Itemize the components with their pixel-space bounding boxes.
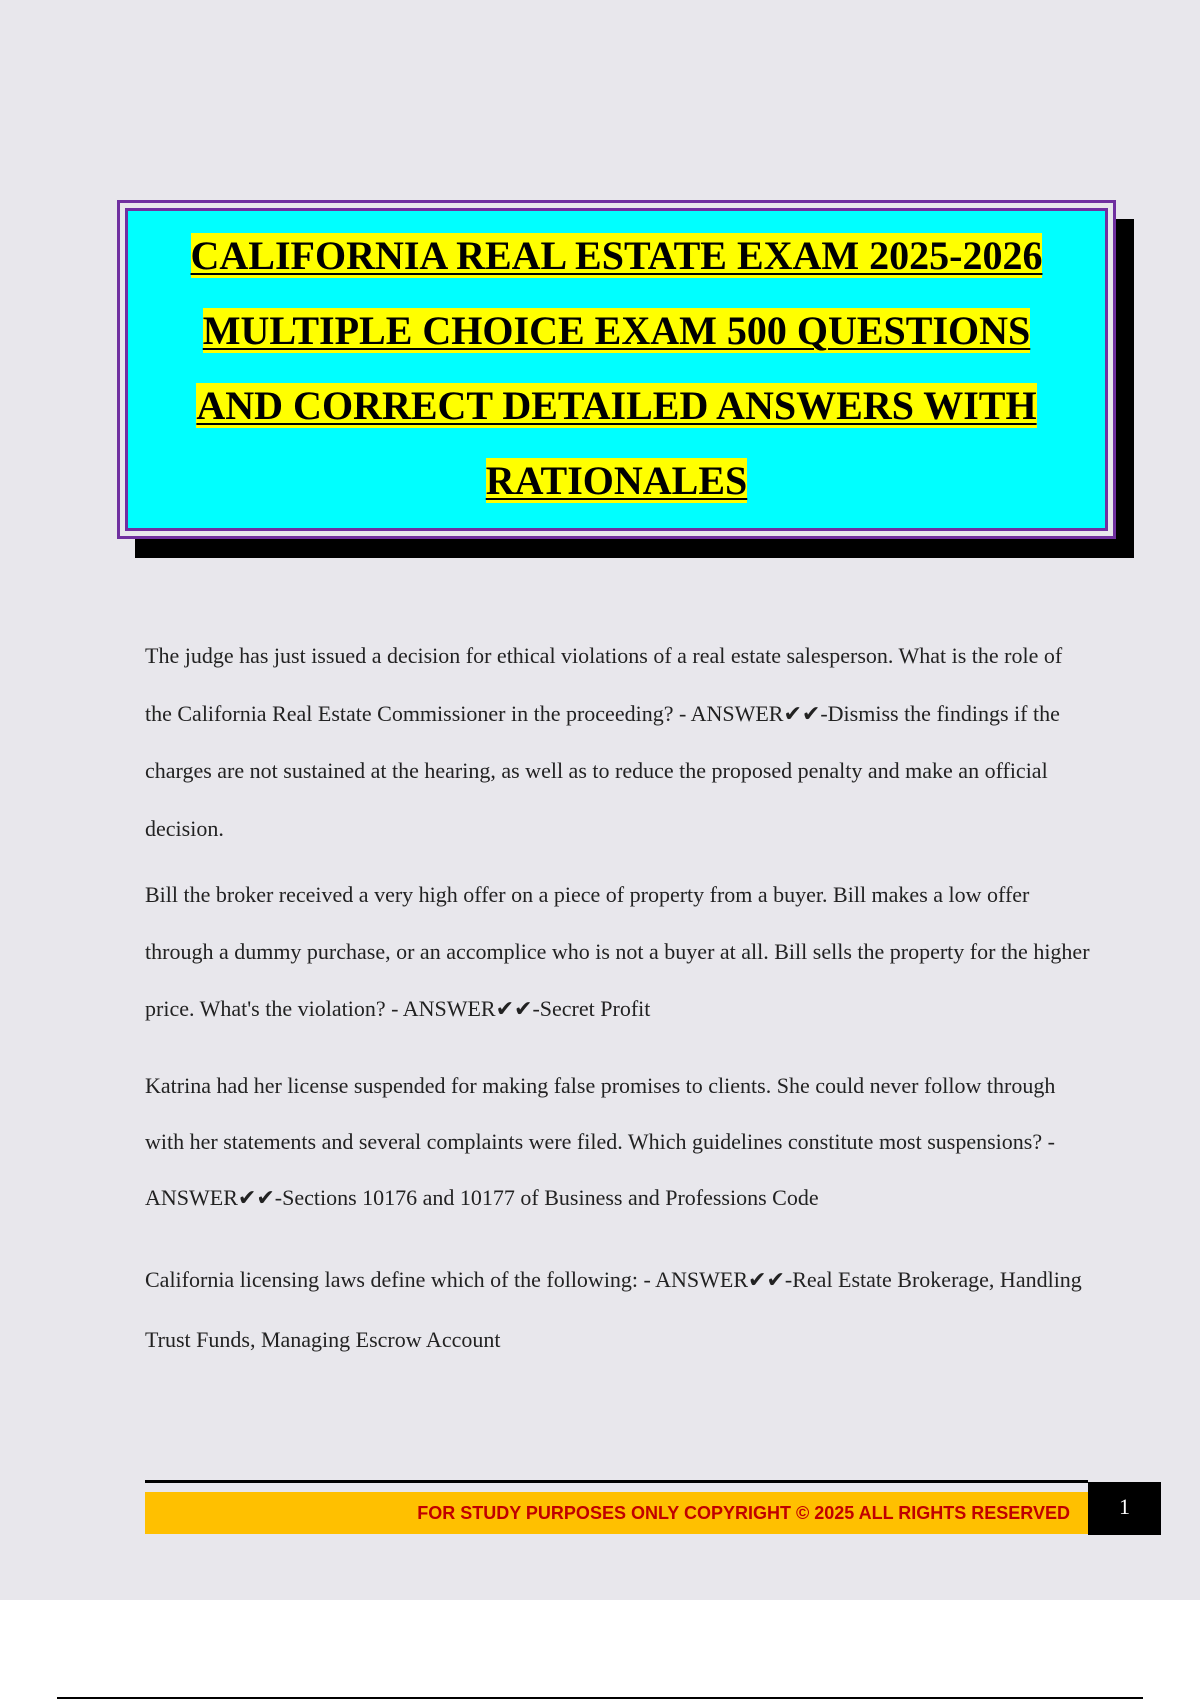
question-answer-2: Bill the broker received a very high offer on a piece of property from a buyer. Bill makes a low offer through a dummy purchase, or an accomplice who is not a buyer at all. Bill sells the property for the higher price. What's the violation? - ANSWER✔✔-Secret Profit <box>145 882 1090 1021</box>
page-number-box <box>1088 1482 1161 1535</box>
document-title <box>142 218 1091 518</box>
title-line-4: RATIONALES <box>485 458 748 503</box>
footer-rule <box>145 1480 1088 1483</box>
footer-copyright-bar <box>145 1492 1088 1534</box>
question-answer-4: California licensing laws define which of the following: - ANSWER✔✔-Real Estate Brokerage, Handling Trust Funds, Managing Escrow Account <box>145 1267 1082 1352</box>
page-number: 1 <box>1119 1494 1130 1519</box>
title-box <box>117 200 1116 539</box>
title-box-inner <box>125 208 1108 531</box>
title-line-3: AND CORRECT DETAILED ANSWERS WITH <box>196 383 1037 428</box>
next-page-rule <box>57 1697 1143 1699</box>
title-line-2: MULTIPLE CHOICE EXAM 500 QUESTIONS <box>202 308 1031 353</box>
question-answer-1: The judge has just issued a decision for ethical violations of a real estate salesperson. What is the role of the California Real Estate Commissioner in the proceeding? - ANSWER✔✔-Dismiss the findings if the charges are not sustained at the hearing, as well as to reduce the proposed penalty and make an official decision. <box>145 643 1063 841</box>
question-answer-3: Katrina had her license suspended for making false promises to clients. She could never follow through with her statements and several complaints were filed. Which guidelines constitute most suspensions? - ANSWER✔✔-Sections 10176 and 10177 of Business and Professions Code <box>145 1073 1056 1210</box>
footer-copyright-text: FOR STUDY PURPOSES ONLY COPYRIGHT © 2025 ALL RIGHTS RESERVED <box>417 1503 1070 1523</box>
title-line-1: CALIFORNIA REAL ESTATE EXAM 2025-2026 <box>190 233 1043 278</box>
